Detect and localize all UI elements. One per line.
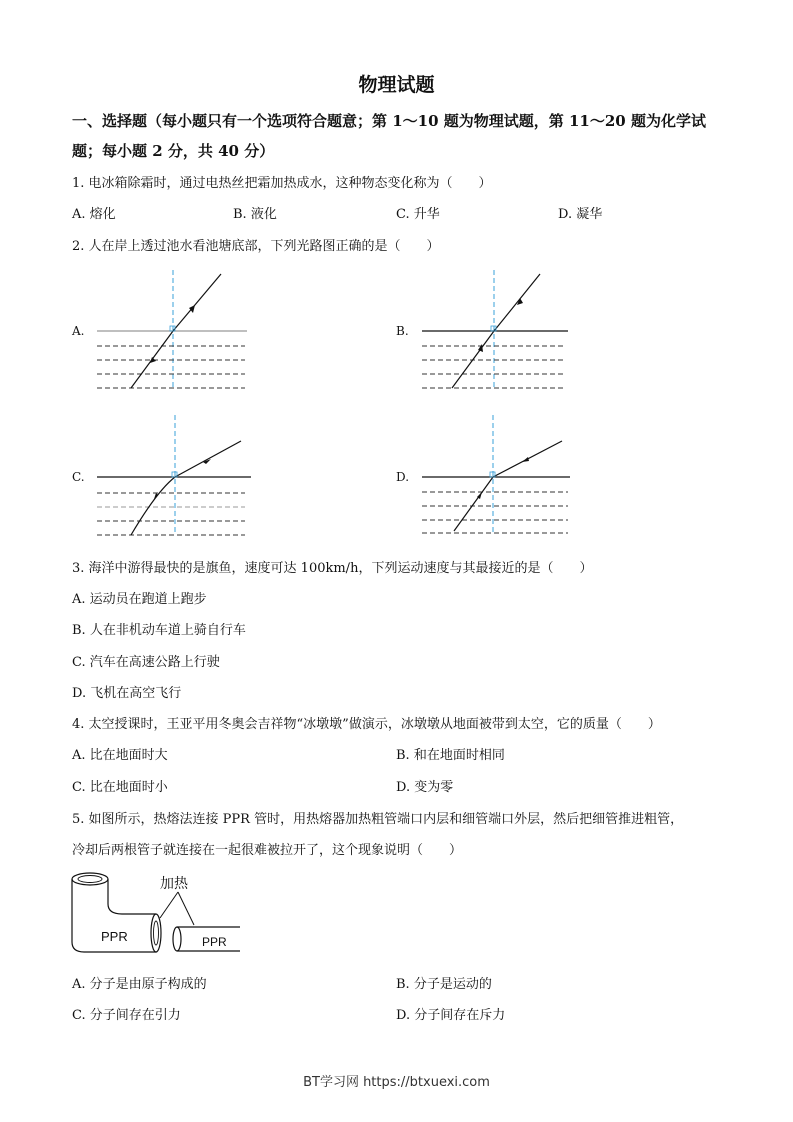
q1-option-c: C. 升华 — [396, 207, 440, 222]
q5-option-a: A. 分子是由原子构成的 — [72, 977, 207, 992]
q1-option-a: A. 熔化 — [72, 207, 116, 222]
q3-option-d: D. 飞机在高空飞行 — [72, 686, 182, 701]
ppr-pipe-figure — [70, 870, 245, 958]
q1-option-b: B. 液化 — [233, 207, 277, 222]
diagram-b — [420, 270, 580, 392]
q4-option-d: D. 变为零 — [396, 780, 454, 795]
q3-option-b: B. 人在非机动车道上骑自行车 — [72, 623, 246, 638]
question-3-stem: 3. 海洋中游得最快的是旗鱼，速度可达 100km/h，下列运动速度与其最接近的是（ ） — [72, 561, 593, 576]
q4-option-b: B. 和在地面时相同 — [396, 748, 505, 763]
ppr-label-thick: PPR — [101, 929, 128, 944]
question-4-stem: 4. 太空授课时，王亚平用冬奥会吉祥物“冰墩墩”做演示，冰墩墩从地面被带到太空，它的质量（ ） — [72, 717, 661, 732]
q4-option-c: C. 比在地面时小 — [72, 780, 168, 795]
diagram-d-label: D. — [396, 470, 410, 484]
ppr-label-thin: PPR — [202, 935, 227, 949]
q3-option-c: C. 汽车在高速公路上行驶 — [72, 655, 220, 670]
diagram-a-label: A. — [72, 324, 85, 338]
question-5-stem-line1: 5. 如图所示，热熔法连接 PPR 管时，用热熔器加热粗管端口内层和细管端口外层，然后把细管推进粗管， — [72, 812, 684, 827]
question-5-stem-line2: 冷却后两根管子就连接在一起很难被拉开了，这个现象说明（ ） — [72, 843, 463, 858]
q5-option-c: C. 分子间存在引力 — [72, 1008, 181, 1023]
question-2-stem: 2. 人在岸上透过池水看池塘底部，下列光路图正确的是（ ） — [72, 239, 440, 254]
section-heading-line2: 题；每小题 2 分，共 40 分） — [72, 142, 275, 160]
section-heading-line1: 一、选择题（每小题只有一个选项符合题意；第 1～10 题为物理试题，第 11～20 题为化学试 — [72, 112, 706, 130]
page-title: 物理试题 — [358, 74, 435, 96]
q4-option-a: A. 比在地面时大 — [72, 748, 168, 763]
q5-option-b: B. 分子是运动的 — [396, 977, 492, 992]
q1-option-d: D. 凝华 — [558, 207, 603, 222]
q5-option-d: D. 分子间存在斥力 — [396, 1008, 506, 1023]
diagram-d — [420, 415, 580, 537]
diagram-a — [95, 270, 255, 392]
q3-option-a: A. 运动员在跑道上跑步 — [72, 592, 207, 607]
question-1-stem: 1. 电冰箱除霜时，通过电热丝把霜加热成水，这种物态变化称为（ ） — [72, 176, 492, 191]
heat-label: 加热 — [160, 876, 188, 892]
diagram-b-label: B. — [396, 324, 409, 338]
diagram-c — [95, 415, 255, 537]
diagram-c-label: C. — [72, 470, 85, 484]
footer-watermark: BT学习网 https://btxuexi.com — [303, 1075, 490, 1090]
